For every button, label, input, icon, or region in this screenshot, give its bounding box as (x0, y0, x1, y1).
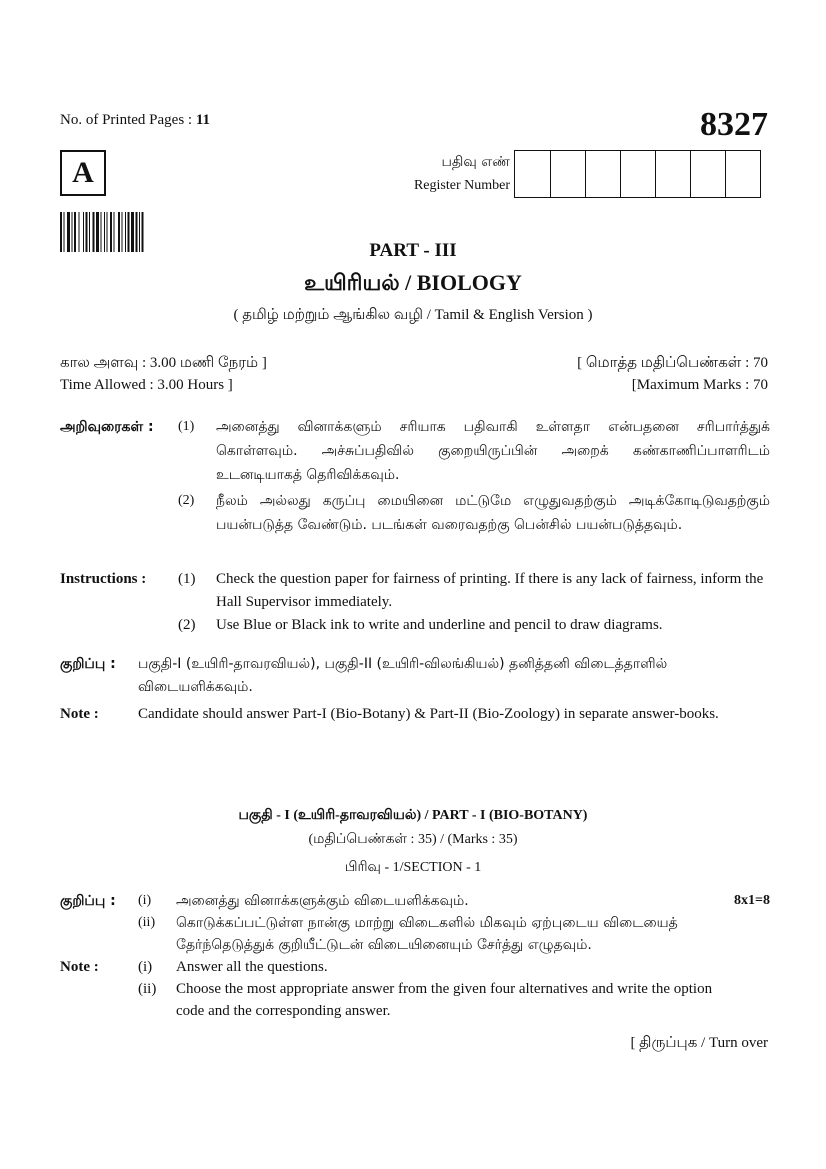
note-item (60, 912, 770, 956)
section-notes (60, 890, 770, 1022)
note-label: குறிப்பு : (60, 656, 116, 672)
note-text: கொடுக்கப்பட்டுள்ள நான்கு மாற்று விடைகளில் மிகவும் ஏற்புடைய விடையைத் தேர்ந்தெடுத்துக் குறியீட்டுடன் விடையினையும் சேர்த்து எழுதவும். (176, 915, 678, 953)
instruction-item (60, 415, 770, 487)
printed-pages-label: No. of Printed Pages : (60, 112, 193, 128)
section-subheading: பிரிவு - 1/SECTION - 1 (344, 860, 482, 875)
note-item (60, 956, 770, 978)
instruction-item (60, 614, 770, 637)
language-version: ( தமிழ் மற்றும் ஆங்கில வழி / Tamil & English Version ) (233, 307, 593, 323)
subject-title: உயிரியல் / BIOLOGY (304, 270, 522, 295)
note-item (60, 978, 770, 1022)
maximum-marks (577, 352, 768, 396)
item-number: (1) (178, 419, 195, 434)
instructions-label: அறிவுரைகள் : (60, 419, 154, 435)
version-box: A (60, 150, 106, 196)
register-label-tamil: பதிவு எண் (441, 154, 510, 170)
item-number: (ii) (138, 915, 156, 930)
printed-pages-value: 11 (195, 112, 211, 128)
marks-english: [Maximum Marks : 70 (631, 377, 768, 393)
instruction-item (60, 568, 770, 614)
instruction-item (60, 489, 770, 537)
paper-code: 8327 (700, 106, 768, 143)
instructions-label: Instructions : (60, 571, 147, 587)
note-text: Candidate should answer Part-I (Bio-Botany) & Part-II (Bio-Zoology) in separate answer-books. (138, 706, 719, 722)
turn-over: [ திருப்புக / Turn over (630, 1035, 768, 1051)
register-labels (340, 150, 510, 198)
instruction-text: அனைத்து வினாக்களும் சரியாக பதிவாகி உள்ளதா என்பதனை சரிபார்த்துக் கொள்ளவும். அச்சுப்பதிவில் குறையிருப்பின் அறைக் கண்காணிப்பாளரிடம் உடனடியாகத் தெரிவிக்கவும். (216, 419, 770, 483)
tamil-instructions (60, 415, 770, 537)
note-text: பகுதி-I (உயிரி-தாவரவியல்), பகுதி-II (உயிரி-விலங்கியல்) தனித்தனி விடைத்தாளில் விடையளிக்கவும். (138, 656, 668, 695)
register-digit-box[interactable] (690, 151, 725, 197)
english-instructions (60, 568, 770, 637)
note-text: அனைத்து வினாக்களுக்கும் விடையளிக்கவும். (176, 893, 469, 909)
instruction-text: Use Blue or Black ink to write and underline and pencil to draw diagrams. (216, 617, 663, 633)
english-note (60, 703, 770, 726)
tamil-note (60, 653, 770, 699)
register-digit-box[interactable] (585, 151, 620, 197)
register-digit-box[interactable] (515, 151, 550, 197)
register-digit-box[interactable] (655, 151, 690, 197)
instruction-text: நீலம் அல்லது கருப்பு மையினை மட்டுமே எழுதுவதற்கும் அடிக்கோடிடுவதற்கும் பயன்படுத்த வேண்டும். படங்கள் வரைவதற்கு பென்சில் பயன்படுத்தவும். (216, 493, 770, 533)
register-digit-box[interactable] (550, 151, 585, 197)
item-number: (2) (178, 617, 196, 633)
register-digit-box[interactable] (725, 151, 760, 197)
printed-pages (60, 112, 210, 129)
note-text: Choose the most appropriate answer from the given four alternatives and write the option code and the corresponding answer. (176, 981, 713, 1019)
part-title: PART - III (369, 240, 457, 261)
time-english: Time Allowed : 3.00 Hours ] (60, 377, 233, 393)
note-item (60, 890, 770, 912)
marks-tamil: [ மொத்த மதிப்பெண்கள் : 70 (577, 355, 768, 371)
instruction-text: Check the question paper for fairness of printing. If there is any lack of fairness, inform the Hall Supervisor immediately. (216, 571, 764, 610)
marks-allocation: 8x1=8 (734, 893, 770, 908)
section-marks: (மதிப்பெண்கள் : 35) / (Marks : 35) (308, 832, 518, 847)
note-label: Note : (60, 959, 99, 975)
register-label-english: Register Number (413, 178, 510, 193)
section-heading: பகுதி - I (உயிரி-தாவரவியல்) / PART - I (BIO-BOTANY) (238, 808, 588, 823)
time-tamil: கால அளவு : 3.00 மணி நேரம் ] (60, 355, 267, 371)
item-number: (i) (138, 959, 153, 975)
item-number: (2) (178, 493, 195, 508)
note-label: குறிப்பு : (60, 893, 116, 909)
note-text: Answer all the questions. (176, 959, 328, 975)
time-allowed (60, 352, 267, 396)
note-label: Note : (60, 706, 99, 722)
item-number: (1) (178, 571, 196, 587)
item-number: (ii) (138, 981, 157, 997)
register-number-grid[interactable] (514, 150, 761, 198)
register-digit-box[interactable] (620, 151, 655, 197)
item-number: (i) (138, 893, 152, 908)
